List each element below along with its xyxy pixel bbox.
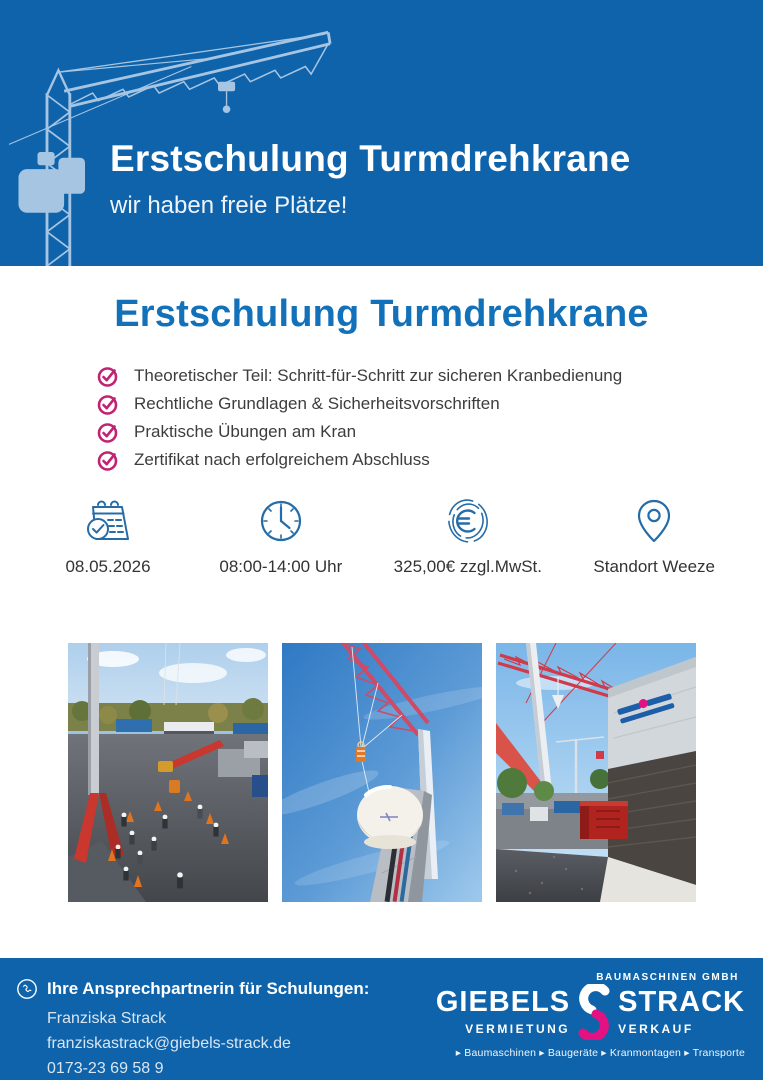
info-date — [48, 494, 168, 577]
crane-hooks-s-icon — [574, 984, 614, 1040]
bullet-text: Praktische Übungen am Kran — [134, 422, 357, 441]
bullet-text: Theoretischer Teil: Schritt-für-Schritt zur sicheren Kranbedienung — [134, 366, 623, 385]
info-price — [394, 494, 542, 577]
bullet-item — [96, 390, 763, 418]
location-pin-icon — [627, 494, 681, 548]
euro-circle-icon — [441, 494, 495, 548]
logo-name-left: GIEBELS — [435, 986, 571, 1018]
header-subtitle: wir haben freie Plätze! — [110, 192, 348, 219]
info-location-label: Standort Weeze — [593, 557, 715, 576]
check-circle-icon — [96, 448, 120, 472]
photo-gallery — [0, 643, 763, 902]
event-info-row — [0, 494, 763, 577]
logo-services-line: ▸ Baumaschinen ▸ Baugeräte ▸ Kranmontagen ▸ Transporte — [455, 1047, 745, 1059]
info-time — [219, 494, 342, 577]
helmet-and-crane-photo — [282, 643, 482, 902]
training-yard-aerial-photo — [68, 643, 268, 902]
info-date-label: 08.05.2026 — [65, 557, 151, 576]
bullet-list — [96, 362, 763, 474]
contact-heading: Ihre Ansprechpartnerin für Schulungen: — [47, 979, 370, 998]
company-logo — [435, 972, 745, 1059]
check-circle-icon — [96, 392, 120, 416]
logo-name-right: STRACK — [618, 986, 745, 1018]
page-title: Erstschulung Turmdrehkrane — [114, 293, 649, 335]
footer-banner — [0, 958, 763, 1080]
company-building-photo — [496, 643, 696, 902]
bullet-item — [96, 446, 763, 474]
bullet-text: Zertifikat nach erfolgreichem Abschluss — [134, 450, 430, 469]
check-circle-icon — [96, 420, 120, 444]
logo-company-type: BAUMASCHINEN GMBH — [596, 972, 739, 983]
header-banner — [0, 0, 763, 266]
clock-icon — [254, 494, 308, 548]
header-title: Erstschulung Turmdrehkrane — [110, 138, 631, 179]
logo-sub-left: VERMIETUNG — [465, 1022, 571, 1036]
contact-phone: 0173-23 69 58 9 — [47, 1059, 164, 1077]
bullet-text: Rechtliche Grundlagen & Sicherheitsvorschriften — [134, 394, 500, 413]
bullet-item — [96, 362, 763, 390]
tower-crane-illustration — [0, 0, 360, 266]
info-location — [593, 494, 715, 577]
check-circle-icon — [96, 364, 120, 388]
contact-name: Franziska Strack — [47, 1010, 167, 1027]
bullet-item — [96, 418, 763, 446]
contact-block — [16, 978, 369, 1080]
calendar-check-icon — [81, 494, 135, 548]
contact-phone-icon — [16, 978, 38, 1000]
info-price-label: 325,00€ zzgl.MwSt. — [393, 557, 543, 576]
info-time-label: 08:00-14:00 Uhr — [219, 557, 343, 576]
contact-email: franziskastrack@giebels-strack.de — [47, 1034, 291, 1052]
logo-sub-right: VERKAUF — [618, 1022, 694, 1036]
